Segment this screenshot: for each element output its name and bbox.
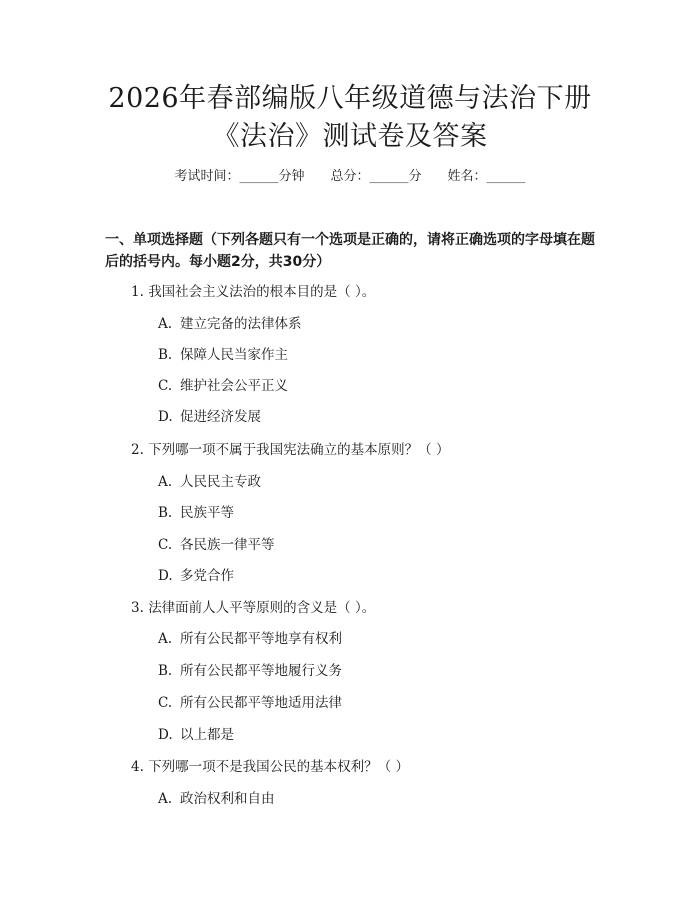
option-text: 保障人民当家作主 bbox=[180, 347, 288, 363]
option-text: 多党合作 bbox=[180, 568, 234, 584]
question-3 bbox=[131, 599, 375, 617]
option-text: 建立完备的法律体系 bbox=[180, 316, 302, 332]
time-unit: 分钟 bbox=[278, 169, 305, 184]
question-4 bbox=[131, 758, 409, 776]
option-text: 各民族一律平等 bbox=[180, 537, 275, 553]
option-1-b bbox=[158, 346, 288, 364]
question-text: 下列哪一项不是我国公民的基本权利？（ ） bbox=[148, 759, 409, 775]
score-label: 总分： bbox=[330, 169, 370, 184]
option-3-a bbox=[158, 630, 342, 648]
document-title: 2026年春部编版八年级道德与法治下册《法治》测试卷及答案 bbox=[108, 83, 592, 152]
option-3-d bbox=[158, 726, 234, 744]
option-text: 所有公民都平等地履行义务 bbox=[180, 663, 342, 679]
section-heading: 一、单项选择题（下列各题只有一个选项是正确的，请将正确选项的字母填在题后的括号内。每小题2分，共30分） bbox=[105, 232, 595, 270]
question-text: 法律面前人人平等原则的含义是（ ）。 bbox=[148, 600, 376, 616]
option-label: A. bbox=[158, 791, 173, 807]
option-1-d bbox=[158, 408, 261, 426]
option-text: 所有公民都平等地适用法律 bbox=[180, 695, 342, 711]
score-blank: ______ bbox=[369, 169, 409, 184]
option-text: 促进经济发展 bbox=[180, 409, 261, 425]
question-2 bbox=[131, 441, 449, 459]
option-label: D. bbox=[158, 727, 173, 743]
option-text: 人民民主专政 bbox=[180, 474, 261, 490]
option-label: D. bbox=[158, 409, 173, 425]
question-number: 4. bbox=[131, 759, 144, 775]
option-text: 以上都是 bbox=[180, 727, 234, 743]
time-label: 考试时间： bbox=[174, 169, 240, 184]
name-label: 姓名： bbox=[447, 169, 487, 184]
option-label: B. bbox=[158, 505, 173, 521]
option-text: 所有公民都平等地享有权利 bbox=[180, 631, 342, 647]
option-4-a bbox=[158, 790, 275, 808]
question-text: 下列哪一项不属于我国宪法确立的基本原则？（ ） bbox=[148, 442, 450, 458]
option-text: 政治权利和自由 bbox=[180, 791, 275, 807]
option-label: A. bbox=[158, 474, 173, 490]
option-3-c bbox=[158, 694, 342, 712]
option-2-a bbox=[158, 473, 261, 491]
option-2-d bbox=[158, 567, 234, 585]
question-number: 3. bbox=[131, 600, 144, 616]
exam-info-line bbox=[0, 168, 700, 186]
option-1-c bbox=[158, 377, 288, 395]
option-2-c bbox=[158, 536, 275, 554]
option-1-a bbox=[158, 315, 302, 333]
option-label: D. bbox=[158, 568, 173, 584]
option-label: C. bbox=[158, 695, 173, 711]
option-3-b bbox=[158, 662, 342, 680]
question-number: 1. bbox=[131, 284, 144, 300]
option-text: 民族平等 bbox=[180, 505, 234, 521]
question-1 bbox=[131, 283, 375, 301]
time-blank: ______ bbox=[239, 169, 279, 184]
option-text: 维护社会公平正义 bbox=[180, 378, 288, 394]
option-label: C. bbox=[158, 537, 173, 553]
option-label: C. bbox=[158, 378, 173, 394]
option-label: B. bbox=[158, 663, 173, 679]
question-number: 2. bbox=[131, 442, 144, 458]
option-label: A. bbox=[158, 631, 173, 647]
option-label: A. bbox=[158, 316, 173, 332]
option-label: B. bbox=[158, 347, 173, 363]
score-unit: 分 bbox=[408, 169, 422, 184]
name-blank: ______ bbox=[486, 169, 526, 184]
option-2-b bbox=[158, 504, 234, 522]
question-text: 我国社会主义法治的根本目的是（ ）。 bbox=[148, 284, 376, 300]
